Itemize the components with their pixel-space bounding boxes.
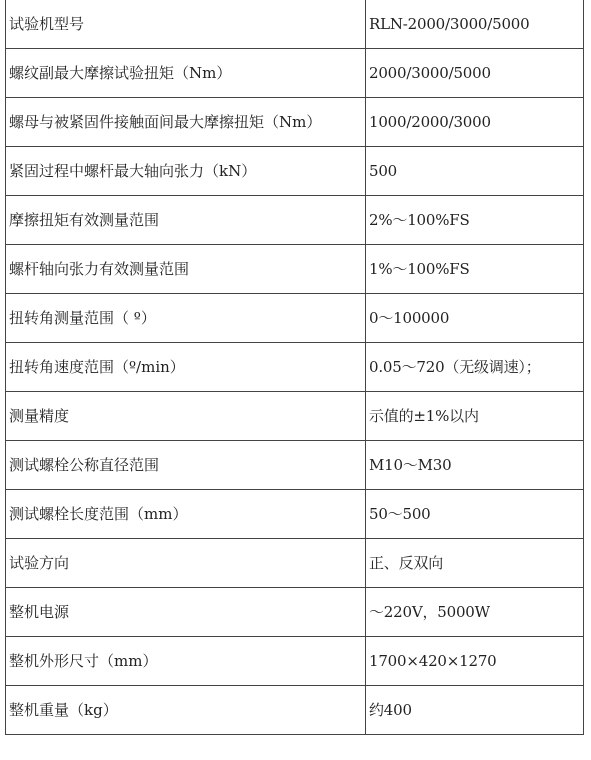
table-row — [6, 637, 584, 686]
table-row — [6, 490, 584, 539]
table-row — [6, 0, 584, 49]
param-cell: 整机电源 — [6, 588, 366, 637]
param-cell: 试验方向 — [6, 539, 366, 588]
value-cell: 示值的±1%以内 — [366, 392, 584, 441]
param-cell: 整机重量（kg） — [6, 686, 366, 735]
spec-table — [5, 0, 584, 735]
table-row — [6, 196, 584, 245]
value-cell: RLN-2000/3000/5000 — [366, 0, 584, 49]
table-row — [6, 588, 584, 637]
table-row — [6, 294, 584, 343]
table-row — [6, 343, 584, 392]
table-row — [6, 686, 584, 735]
value-cell: 0.05～720（无级调速）； — [366, 343, 584, 392]
value-cell: 2000/3000/5000 — [366, 49, 584, 98]
param-cell: 整机外形尺寸（mm） — [6, 637, 366, 686]
param-cell: 螺纹副最大摩擦试验扭矩（Nm） — [6, 49, 366, 98]
value-cell: 50～500 — [366, 490, 584, 539]
value-cell: 1000/2000/3000 — [366, 98, 584, 147]
spec-table-body — [6, 0, 584, 735]
table-row — [6, 392, 584, 441]
param-cell: 测试螺栓公称直径范围 — [6, 441, 366, 490]
param-cell: 测量精度 — [6, 392, 366, 441]
table-row — [6, 441, 584, 490]
table-row — [6, 539, 584, 588]
param-cell: 螺杆轴向张力有效测量范围 — [6, 245, 366, 294]
table-row — [6, 98, 584, 147]
value-cell: M10～M30 — [366, 441, 584, 490]
param-cell: 扭转角测量范围（ º） — [6, 294, 366, 343]
table-row — [6, 147, 584, 196]
value-cell: 1%～100%FS — [366, 245, 584, 294]
param-cell: 测试螺栓长度范围（mm） — [6, 490, 366, 539]
param-cell: 扭转角速度范围（º/min） — [6, 343, 366, 392]
value-cell: 0～100000 — [366, 294, 584, 343]
table-row — [6, 49, 584, 98]
param-cell: 试验机型号 — [6, 0, 366, 49]
param-cell: 摩擦扭矩有效测量范围 — [6, 196, 366, 245]
param-cell: 紧固过程中螺杆最大轴向张力（kN） — [6, 147, 366, 196]
value-cell: 2%～100%FS — [366, 196, 584, 245]
param-cell: 螺母与被紧固件接触面间最大摩擦扭矩（Nm） — [6, 98, 366, 147]
value-cell: 约400 — [366, 686, 584, 735]
value-cell: 1700×420×1270 — [366, 637, 584, 686]
value-cell: 正、反双向 — [366, 539, 584, 588]
value-cell: ～220V，5000W — [366, 588, 584, 637]
value-cell: 500 — [366, 147, 584, 196]
table-row — [6, 245, 584, 294]
